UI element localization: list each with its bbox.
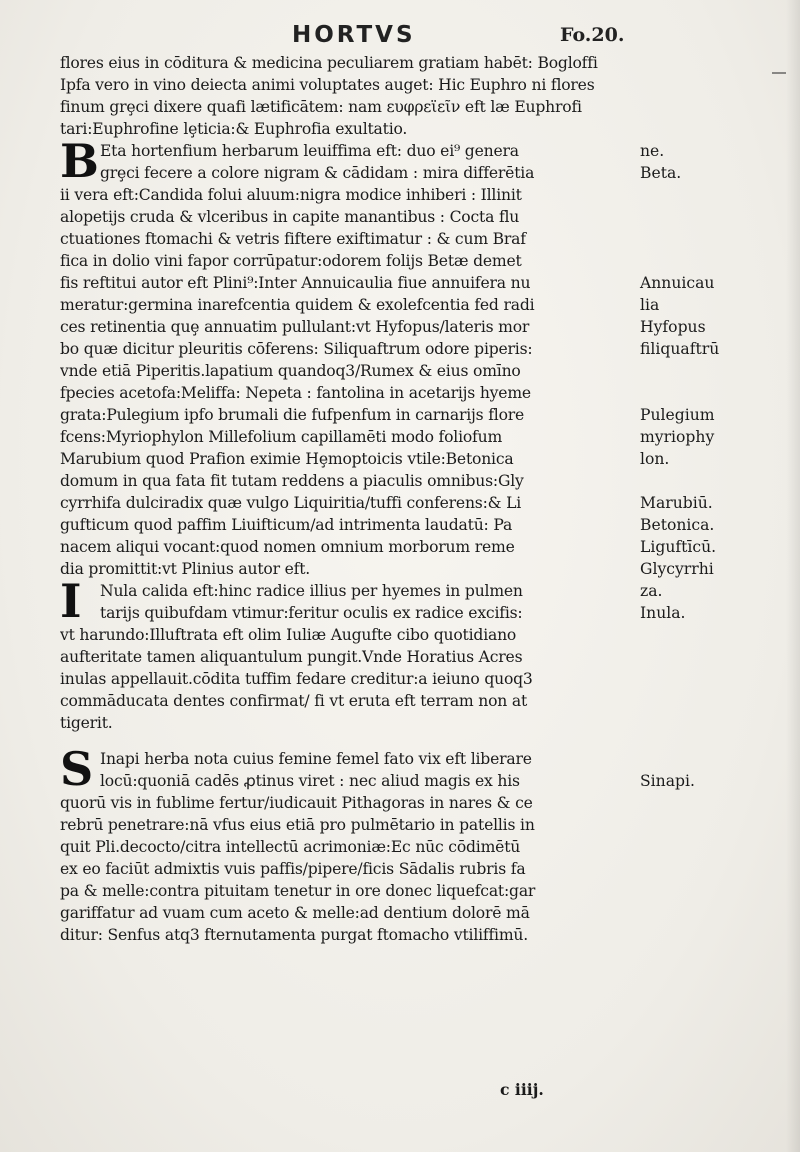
text-line: quorū vis in fublime fertur/iudicauit Pithagoras in nares & ce <box>60 794 533 812</box>
text-line: Nula calida eft:hinc radice illius per hyemes in pulmen <box>100 582 523 600</box>
folio-number: Fo.20. <box>560 24 625 46</box>
margin-mark <box>772 72 786 74</box>
text-line: tigerit. <box>60 714 113 732</box>
text-line: fcens:Myriophylon Millefolium capillamēti modo foliofum <box>60 428 503 446</box>
margin-note: Liguftīcū. <box>640 538 717 556</box>
dropcap-inula: I <box>60 574 82 628</box>
text-line: gufticum quod paffim Liuifticum/ad intrimenta laudatū: Pa <box>60 516 513 534</box>
text-line: grata:Pulegium ipfo brumali die fufpenfum in carnarijs flore <box>60 406 525 424</box>
text-line: alopetijs cruda & vlceribus in capite manantibus : Cocta flu <box>60 208 520 226</box>
margin-note: ne. <box>640 142 665 160</box>
dropcap-sinapi: S <box>60 742 94 796</box>
text-line: locū:quoniā cadēs ꝓtinus viret : nec aliud magis ex his <box>100 772 520 790</box>
margin-note: Hyfopus <box>640 318 706 336</box>
signature-mark: c iiij. <box>500 1080 544 1099</box>
text-line: flores eius in cōditura & medicina peculiarem gratiam habēt: Bogloffi <box>60 54 598 72</box>
margin-note: Beta. <box>640 164 682 182</box>
text-line: rebrū penetrare:nā vfus eius etiā pro pulmētario in patellis in <box>60 816 535 834</box>
margin-note: Glycyrrhi <box>640 560 714 578</box>
text-line: grȩci fecere a colore nigram & cādidam : mira differētia <box>100 164 535 182</box>
text-line: fpecies acetofa:Meliffa: Nepeta : fantolina in acetarijs hyeme <box>60 384 531 402</box>
text-line: inulas appellauit.cōdita tuffim fedare creditur:a ieiuno quoq3 <box>60 670 533 688</box>
text-line: pa & melle:contra pituitam tenetur in ore donec liquefcat:gar <box>60 882 536 900</box>
text-line: Eta hortenfium herbarum leuiffima eft: duo ei⁹ genera <box>100 142 519 160</box>
text-line: dia promittit:vt Plinius autor eft. <box>60 560 311 578</box>
text-line: fis reftitui autor eft Plini⁹:Inter Annuicaulia fiue annuifera nu <box>60 274 531 292</box>
page-header <box>60 22 750 50</box>
text-line: vnde etiā Piperitis.lapatium quandoq3/Rumex & eius omīno <box>60 362 521 380</box>
text-line: ex eo faciūt admixtis vuis paffis/pipere/ficis Sādalis rubris fa <box>60 860 526 878</box>
text-line: nacem aliqui vocant:quod nomen omnium morborum reme <box>60 538 515 556</box>
text-line <box>60 946 635 968</box>
page-edge-shadow <box>786 0 800 1152</box>
text-line: ditur: Senfus atq3 fternutamenta purgat ftomacho vtiliffimū. <box>60 926 529 944</box>
margin-note: Annuicau <box>640 274 715 292</box>
text-line: cyrrhifa dulciradix quæ vulgo Liquiritia/tuffi conferens:& Li <box>60 494 522 512</box>
text-line: Inapi herba nota cuius femine femel fato vix eft liberare <box>100 750 532 768</box>
dropcap-beta: B <box>60 134 99 188</box>
text-line: gariffatur ad vuam cum aceto & melle:ad dentium dolorē mā <box>60 904 530 922</box>
text-line: Marubium quod Prafion eximie Hȩmoptoicis vtile:Betonica <box>60 450 514 468</box>
text-line: tarijs quibufdam vtimur:feritur oculis ex radice excifis: <box>100 604 523 622</box>
text-line: bo quæ dicitur pleuritis cōferens: Siliquaftrum odore piperis: <box>60 340 533 358</box>
text-line: tari:Euphrofine lȩticia:& Euphrofia exultatio. <box>60 120 408 138</box>
text-line: quit Pli.decocto/citra intellectū acrimoniæ:Ec nūc cōdimētū <box>60 838 521 856</box>
margin-note: lia <box>640 296 660 314</box>
text-line: meratur:germina inarefcentia quidem & exolefcentia fed radi <box>60 296 535 314</box>
margin-note: filiquaftrū <box>640 340 720 358</box>
margin-note: Pulegium <box>640 406 715 424</box>
text-line: ctuationes ftomachi & vetris fiftere exiftimatur : & cum Braf <box>60 230 526 248</box>
margin-note: Sinapi. <box>640 772 695 790</box>
text-line: aufteritate tamen aliquantulum pungit.Vnde Horatius Acres <box>60 648 523 666</box>
text-line: ces retinentia quȩ annuatim pullulant:vt Hyfopus/lateris mor <box>60 318 530 336</box>
text-line: ii vera eft:Candida folui aluum:nigra modice inhiberi : Illinit <box>60 186 522 204</box>
text-line: domum in qua fata fit tutam reddens a piaculis omnibus:Gly <box>60 472 524 490</box>
margin-note: myriophy <box>640 428 715 446</box>
margin-note: Betonica. <box>640 516 715 534</box>
text-line: fica in dolio vini fapor corrūpatur:odorem folijs Betæ demet <box>60 252 522 270</box>
text-line: vt harundo:Illuftrata eft olim Iuliæ Augufte cibo quotidiano <box>60 626 517 644</box>
text-line: Ipfa vero in vino deiecta animi voluptates auget: Hic Euphro ni flores <box>60 76 595 94</box>
margin-note: lon. <box>640 450 670 468</box>
margin-note: Marubiū. <box>640 494 713 512</box>
margin-note: Inula. <box>640 604 686 622</box>
text-line: commāducata dentes confirmat/ fi vt eruta eft terram non at <box>60 692 528 710</box>
margin-note: za. <box>640 582 663 600</box>
running-title: HORTVS <box>292 22 416 48</box>
text-line: finum grȩci dixere quafi lætificātem: nam ευφρεϊεῖν eft læ Euphrofi <box>60 98 582 116</box>
